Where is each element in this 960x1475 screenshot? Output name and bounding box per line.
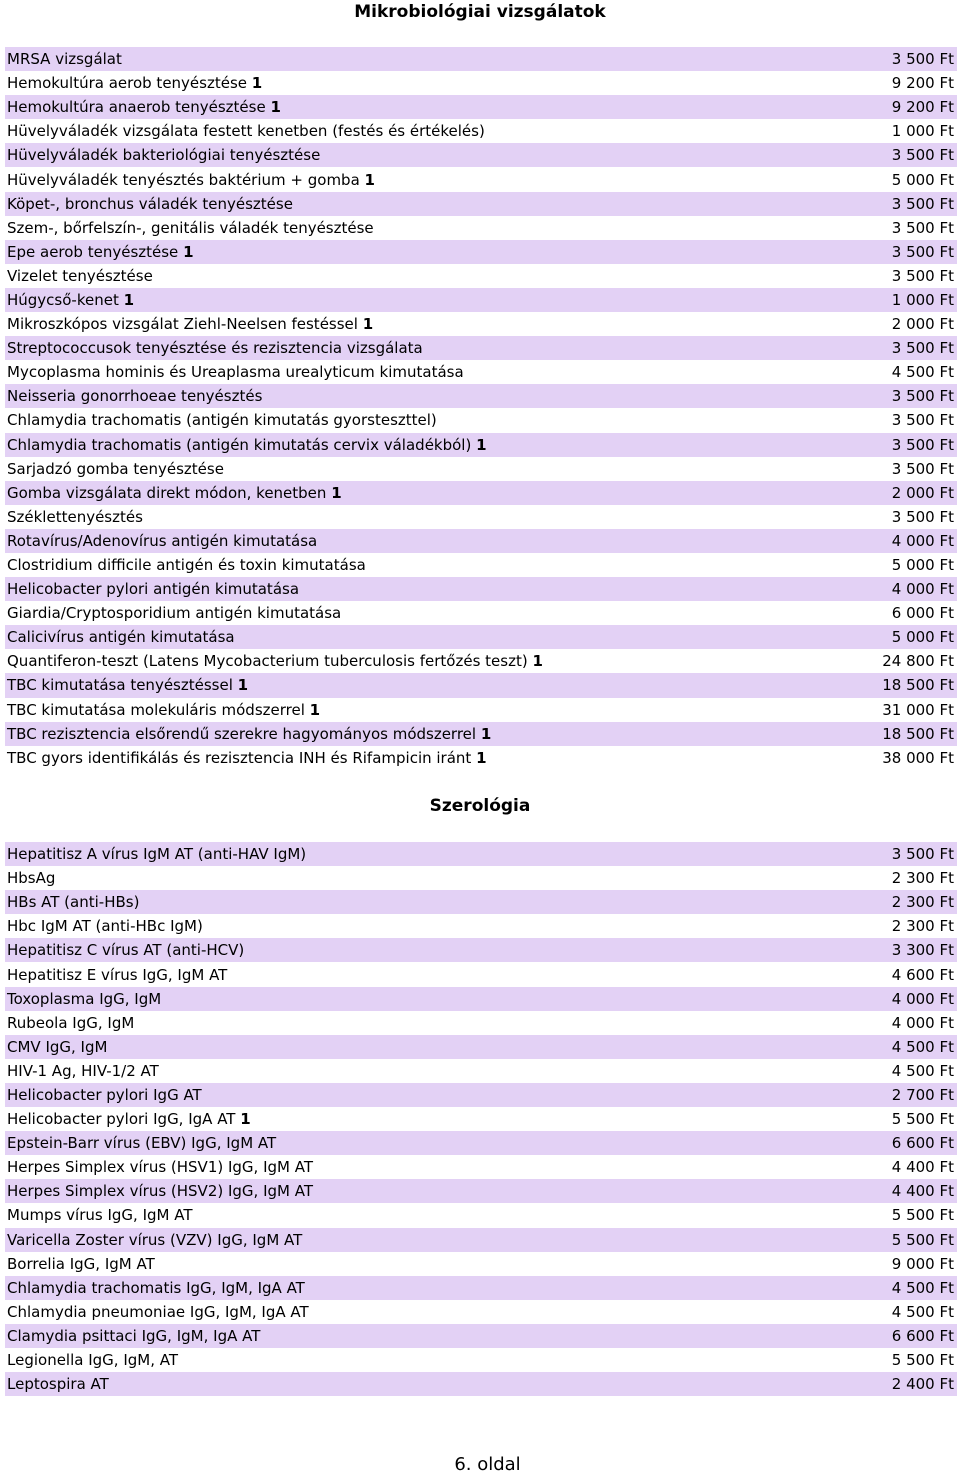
footnote-marker: 1 [309,700,321,719]
test-price: 3 500 Ft [891,435,954,454]
test-name [7,893,139,911]
test-name-text: Herpes Simplex vírus (HSV1) IgG, IgM AT [7,1158,314,1177]
test-price: 2 000 Ft [891,483,954,502]
test-name [7,941,244,959]
test-name [7,966,227,984]
table-row [5,1179,957,1203]
test-name-text: HbsAg [7,869,56,888]
table-row [5,962,957,986]
table-row [5,890,957,914]
test-name [7,291,134,309]
test-name-text: Legionella IgG, IgM, AT [7,1351,179,1370]
test-name [7,1375,109,1393]
test-name [7,652,543,670]
test-name [7,1062,159,1080]
test-name-text: Calicivírus antigén kimutatása [7,628,235,647]
test-name-text: Herpes Simplex vírus (HSV2) IgG, IgM AT [7,1182,314,1201]
test-price: 3 500 Ft [891,507,954,526]
test-price: 31 000 Ft [882,700,954,719]
footnote-marker: 1 [476,435,487,454]
test-price: 6 000 Ft [891,604,954,623]
table-row [5,529,957,553]
table-row [5,1228,957,1252]
test-name [7,1303,309,1321]
test-name-text: CMV IgG, IgM [7,1037,108,1056]
test-price: 3 500 Ft [891,459,954,478]
table-row [5,240,957,264]
test-name [7,363,464,381]
test-price: 5 000 Ft [891,556,954,575]
table-row [5,360,957,384]
test-price: 2 300 Ft [891,869,954,888]
test-name-text: Hüvelyváladék vizsgálata festett kenetben (festés és értékelés) [7,122,485,141]
test-price: 3 500 Ft [891,194,954,213]
table-row [5,625,957,649]
table-row [5,336,957,360]
test-price: 24 800 Ft [882,652,954,671]
test-name [7,1110,251,1128]
test-name-text: Hemokultúra aerob tenyésztése [7,74,247,93]
test-price: 4 000 Ft [891,1013,954,1032]
footnote-marker: 1 [331,483,342,502]
test-name [7,845,306,863]
test-price: 4 500 Ft [891,1037,954,1056]
test-price: 4 500 Ft [891,1302,954,1321]
test-price: 4 400 Ft [891,1182,954,1201]
serology-price-table [5,842,957,1396]
test-name [7,604,341,622]
table-row [5,1300,957,1324]
table-row [5,1276,957,1300]
test-name [7,917,203,935]
test-name [7,676,248,694]
test-name [7,1158,313,1176]
test-name [7,508,143,526]
test-name [7,411,437,429]
test-name [7,484,342,502]
footnote-marker: 1 [362,315,374,334]
test-name-text: Húgycső-kenet [7,290,119,309]
footnote-marker: 1 [237,676,249,695]
test-name [7,74,262,92]
test-price: 3 500 Ft [891,411,954,430]
test-name-text: MRSA vizsgálat [7,50,122,69]
table-row [5,673,957,697]
table-row [5,457,957,481]
test-name-text: Hüvelyváladék bakteriológiai tenyésztése [7,146,321,165]
table-row [5,1107,957,1131]
footnote-marker: 1 [240,1110,251,1129]
table-row [5,119,957,143]
test-name [7,1327,260,1345]
footnote-marker: 1 [364,170,375,189]
test-name-text: Vizelet tenyésztése [7,266,153,285]
test-price: 3 500 Ft [891,218,954,237]
test-price: 5 500 Ft [891,1206,954,1225]
test-name [7,243,194,261]
test-name-text: Gomba vizsgálata direkt módon, kenetben [7,483,327,502]
test-name [7,436,487,454]
test-name [7,122,485,140]
test-price: 3 500 Ft [891,146,954,165]
table-row [5,505,957,529]
test-name [7,219,374,237]
test-name-text: Clamydia psittaci IgG, IgM, IgA AT [7,1326,261,1345]
test-name-text: Chlamydia trachomatis IgG, IgM, IgA AT [7,1278,305,1297]
test-name-text: Epe aerob tenyésztése [7,242,179,261]
test-name-text: Clostridium difficile antigén és toxin kimutatása [7,556,366,575]
test-price: 2 400 Ft [891,1375,954,1394]
table-row [5,47,957,71]
section-title-serology: Szerológia [429,796,531,816]
table-row [5,577,957,601]
test-name-text: Hbc IgM AT (anti-HBc IgM) [7,917,203,936]
table-row [5,95,957,119]
test-name [7,1231,302,1249]
table-row [5,842,957,866]
test-price: 9 000 Ft [891,1254,954,1273]
test-price: 18 500 Ft [882,724,954,743]
test-name-text: Hepatitisz C vírus AT (anti-HCV) [7,941,245,960]
test-price: 6 600 Ft [891,1326,954,1345]
table-row [5,408,957,432]
table-row [5,1059,957,1083]
test-name [7,990,161,1008]
test-name-text: Helicobacter pylori IgG AT [7,1085,202,1104]
test-name [7,628,235,646]
test-price: 5 500 Ft [891,1351,954,1370]
test-name [7,1038,107,1056]
test-price: 3 300 Ft [891,941,954,960]
test-price: 4 500 Ft [891,1061,954,1080]
test-price: 3 500 Ft [891,339,954,358]
test-price: 4 600 Ft [891,965,954,984]
test-price: 3 500 Ft [891,50,954,69]
table-row [5,914,957,938]
test-name [7,1134,276,1152]
table-row [5,192,957,216]
test-name-text: TBC gyors identifikálás és rezisztencia INH és Rifampicin iránt [7,748,472,767]
footnote-marker: 1 [480,724,492,743]
table-row [5,987,957,1011]
test-price: 5 000 Ft [891,170,954,189]
table-row [5,866,957,890]
test-name-text: Rubeola IgG, IgM [7,1013,135,1032]
test-price: 5 500 Ft [891,1230,954,1249]
test-name-text: TBC kimutatása tenyésztéssel [7,676,233,695]
test-price: 9 200 Ft [891,74,954,93]
test-name [7,1351,178,1369]
test-price: 4 400 Ft [891,1158,954,1177]
test-price: 2 300 Ft [891,917,954,936]
footnote-marker: 1 [270,98,281,117]
test-name-text: Toxoplasma IgG, IgM [7,989,162,1008]
test-name [7,869,55,887]
table-row [5,312,957,336]
test-price: 2 700 Ft [891,1085,954,1104]
test-name-text: Quantiferon-teszt (Latens Mycobacterium tuberculosis fertőzés teszt) [7,652,528,671]
table-row [5,1372,957,1396]
test-name [7,146,320,164]
test-name [7,1182,313,1200]
test-price: 4 000 Ft [891,580,954,599]
table-row [5,1348,957,1372]
test-name-text: Széklettenyésztés [7,507,143,526]
test-name [7,1279,305,1297]
test-name-text: Köpet-, bronchus váladék tenyésztése [7,194,293,213]
test-name-text: Rotavírus/Adenovírus antigén kimutatása [7,531,318,550]
test-name [7,556,366,574]
test-name [7,171,375,189]
test-name-text: TBC kimutatása molekuláris módszerrel [7,700,305,719]
footnote-marker: 1 [183,242,194,261]
table-row [5,216,957,240]
test-name [7,580,299,598]
test-name [7,460,224,478]
test-name [7,267,153,285]
test-name [7,1014,134,1032]
footnote-marker: 1 [251,74,263,93]
table-row [5,1035,957,1059]
table-row [5,722,957,746]
test-name [7,98,281,116]
table-row [5,167,957,191]
test-name-text: Mikroszkópos vizsgálat Ziehl-Neelsen festéssel [7,315,358,334]
test-name [7,725,491,743]
table-row [5,938,957,962]
test-name-text: Hepatitisz A vírus IgM AT (anti-HAV IgM) [7,845,307,864]
test-name-text: Varicella Zoster vírus (VZV) IgG, IgM AT [7,1230,303,1249]
test-name-text: Helicobacter pylori antigén kimutatása [7,580,300,599]
footnote-marker: 1 [532,652,543,671]
test-name-text: Chlamydia pneumoniae IgG, IgM, IgA AT [7,1302,309,1321]
test-price: 4 000 Ft [891,531,954,550]
table-row [5,481,957,505]
test-name-text: Hüvelyváladék tenyésztés baktérium + gomba [7,170,360,189]
test-name-text: TBC rezisztencia elsőrendű szerekre hagyományos módszerrel [7,724,477,743]
test-name-text: Borrelia IgG, IgM AT [7,1254,155,1273]
test-price: 18 500 Ft [882,676,954,695]
test-name-text: Chlamydia trachomatis (antigén kimutatás cervix váladékból) [7,435,472,454]
table-row [5,433,957,457]
test-price: 1 000 Ft [891,290,954,309]
test-price: 1 000 Ft [891,122,954,141]
test-price: 5 000 Ft [891,628,954,647]
table-row [5,384,957,408]
test-price: 2 300 Ft [891,893,954,912]
table-row [5,1252,957,1276]
test-name [7,50,122,68]
footnote-marker: 1 [476,748,487,767]
test-price: 3 500 Ft [891,845,954,864]
test-name-text: HBs AT (anti-HBs) [7,893,140,912]
test-price: 3 500 Ft [891,387,954,406]
table-row [5,1011,957,1035]
test-name [7,315,373,333]
test-name-text: Streptococcusok tenyésztése és rezisztencia vizsgálata [7,339,423,358]
test-price: 3 500 Ft [891,242,954,261]
test-price: 38 000 Ft [882,748,954,767]
table-row [5,71,957,95]
test-name-text: Neisseria gonorrhoeae tenyésztés [7,387,263,406]
test-price: 6 600 Ft [891,1134,954,1153]
test-price: 3 500 Ft [891,266,954,285]
footnote-marker: 1 [123,290,135,309]
test-name-text: Helicobacter pylori IgG, IgA AT [7,1110,236,1129]
test-name-text: Hepatitisz E vírus IgG, IgM AT [7,965,228,984]
test-name-text: Epstein-Barr vírus (EBV) IgG, IgM AT [7,1134,277,1153]
test-name [7,1206,193,1224]
test-name [7,195,293,213]
table-row [5,1083,957,1107]
table-row [5,143,957,167]
table-row [5,1203,957,1227]
test-name [7,749,487,767]
test-price: 9 200 Ft [891,98,954,117]
test-price: 4 000 Ft [891,989,954,1008]
table-row [5,1131,957,1155]
table-row [5,601,957,625]
test-price: 2 000 Ft [891,315,954,334]
table-row [5,1324,957,1348]
test-name-text: Szem-, bőrfelszín-, genitális váladék tenyésztése [7,218,374,237]
test-name-text: Giardia/Cryptosporidium antigén kimutatása [7,604,342,623]
table-row [5,1155,957,1179]
test-name [7,1086,202,1104]
table-row [5,698,957,722]
table-row [5,264,957,288]
microbiology-price-table [5,47,957,770]
test-name [7,339,423,357]
test-name [7,1255,155,1273]
test-name [7,701,320,719]
test-name-text: Mycoplasma hominis és Ureaplasma urealyticum kimutatása [7,363,464,382]
test-name-text: Mumps vírus IgG, IgM AT [7,1206,193,1225]
table-row [5,553,957,577]
test-name-text: Leptospira AT [7,1375,109,1394]
test-name-text: Hemokultúra anaerob tenyésztése [7,98,266,117]
table-row [5,649,957,673]
test-name-text: Chlamydia trachomatis (antigén kimutatás gyorsteszttel) [7,411,437,430]
test-name [7,532,317,550]
section-title-microbiology: Mikrobiológiai vizsgálatok [354,2,606,22]
test-name [7,387,262,405]
test-price: 4 500 Ft [891,363,954,382]
test-price: 4 500 Ft [891,1278,954,1297]
test-name-text: Sarjadzó gomba tenyésztése [7,459,224,478]
test-name-text: HIV-1 Ag, HIV-1/2 AT [7,1061,159,1080]
table-row [5,746,957,770]
table-row [5,288,957,312]
test-price: 5 500 Ft [891,1110,954,1129]
page-number: 6. oldal [454,1454,521,1475]
